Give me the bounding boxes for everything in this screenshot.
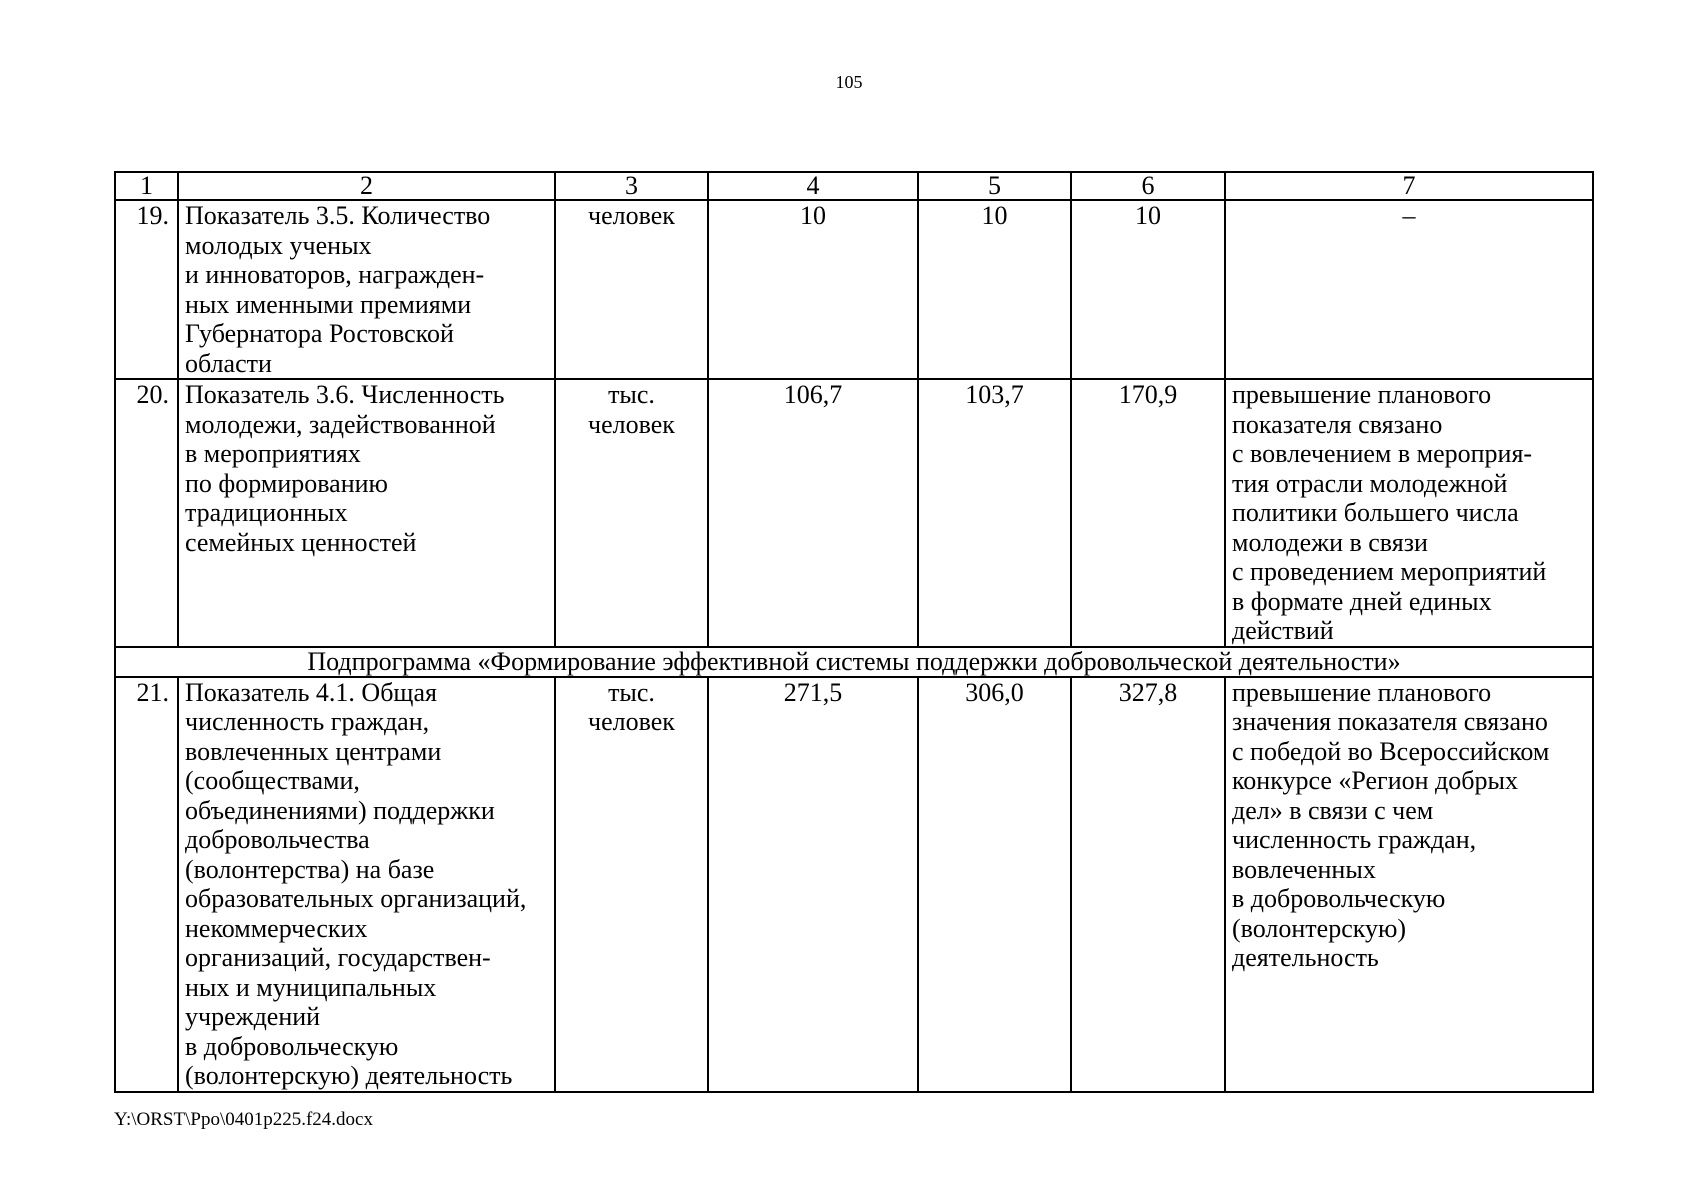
unit-cell: человек: [555, 200, 708, 379]
value-cell-5: 306,0: [918, 677, 1071, 1092]
note-cell: –: [1225, 200, 1593, 379]
value-cell-4: 271,5: [708, 677, 918, 1092]
note-cell: превышение планового значения показателя связано с победой во Всероссийском конкурсе «Регион добрых дел» в связи с чем численность граждан, вовлеченных в добровольческую (волонтерскую) деятельность: [1225, 677, 1593, 1092]
value-cell-5: 10: [918, 200, 1071, 379]
header-cell: 2: [178, 172, 555, 200]
page-number: 105: [835, 72, 863, 92]
note-cell: превышение планового показателя связано с вовлечением в мероприя- тия отрасли молодежной политики большего числа молодежи в связи с проведением мероприятий в формате дней единых действий: [1225, 379, 1593, 647]
row-number: 20.: [115, 379, 178, 647]
table-row: [115, 379, 1593, 647]
indicators-table: [114, 171, 1594, 1093]
unit-cell: тыс. человек: [555, 677, 708, 1092]
header-cell: 5: [918, 172, 1071, 200]
value-cell-4: 106,7: [708, 379, 918, 647]
indicator-name: Показатель 3.5. Количество молодых ученых и инноваторов, награжден- ных именными премиями Губернатора Ростовской области: [178, 200, 555, 379]
value-cell-5: 103,7: [918, 379, 1071, 647]
header-cell: 3: [555, 172, 708, 200]
file-path-footer: Y:\ORST\Ppo\0401p225.f24.docx: [114, 1109, 373, 1130]
value-cell-6: 327,8: [1071, 677, 1225, 1092]
table-row: [115, 200, 1593, 379]
value-cell-6: 10: [1071, 200, 1225, 379]
row-number: 21.: [115, 677, 178, 1092]
header-cell: 4: [708, 172, 918, 200]
subprogram-title: Подпрограмма «Формирование эффективной системы поддержки добровольческой деятельности»: [115, 647, 1593, 677]
header-cell: 1: [115, 172, 178, 200]
table-header-row: [115, 172, 1593, 200]
value-cell-6: 170,9: [1071, 379, 1225, 647]
indicator-name: Показатель 3.6. Численность молодежи, задействованной в мероприятиях по формированию традиционных семейных ценностей: [178, 379, 555, 647]
row-number: 19.: [115, 200, 178, 379]
table-row: [115, 677, 1593, 1092]
value-cell-4: 10: [708, 200, 918, 379]
unit-cell: тыс. человек: [555, 379, 708, 647]
indicator-name: Показатель 4.1. Общая численность граждан, вовлеченных центрами (сообществами, объединениями) поддержки добровольчества (волонтерства) на базе образовательных организаций, некоммерческих организаций, государствен- ных и муниципальных учреждений в добровольческую (волонтерскую) деятельность: [178, 677, 555, 1092]
header-cell: 6: [1071, 172, 1225, 200]
subprogram-row: [115, 647, 1593, 677]
header-cell: 7: [1225, 172, 1593, 200]
